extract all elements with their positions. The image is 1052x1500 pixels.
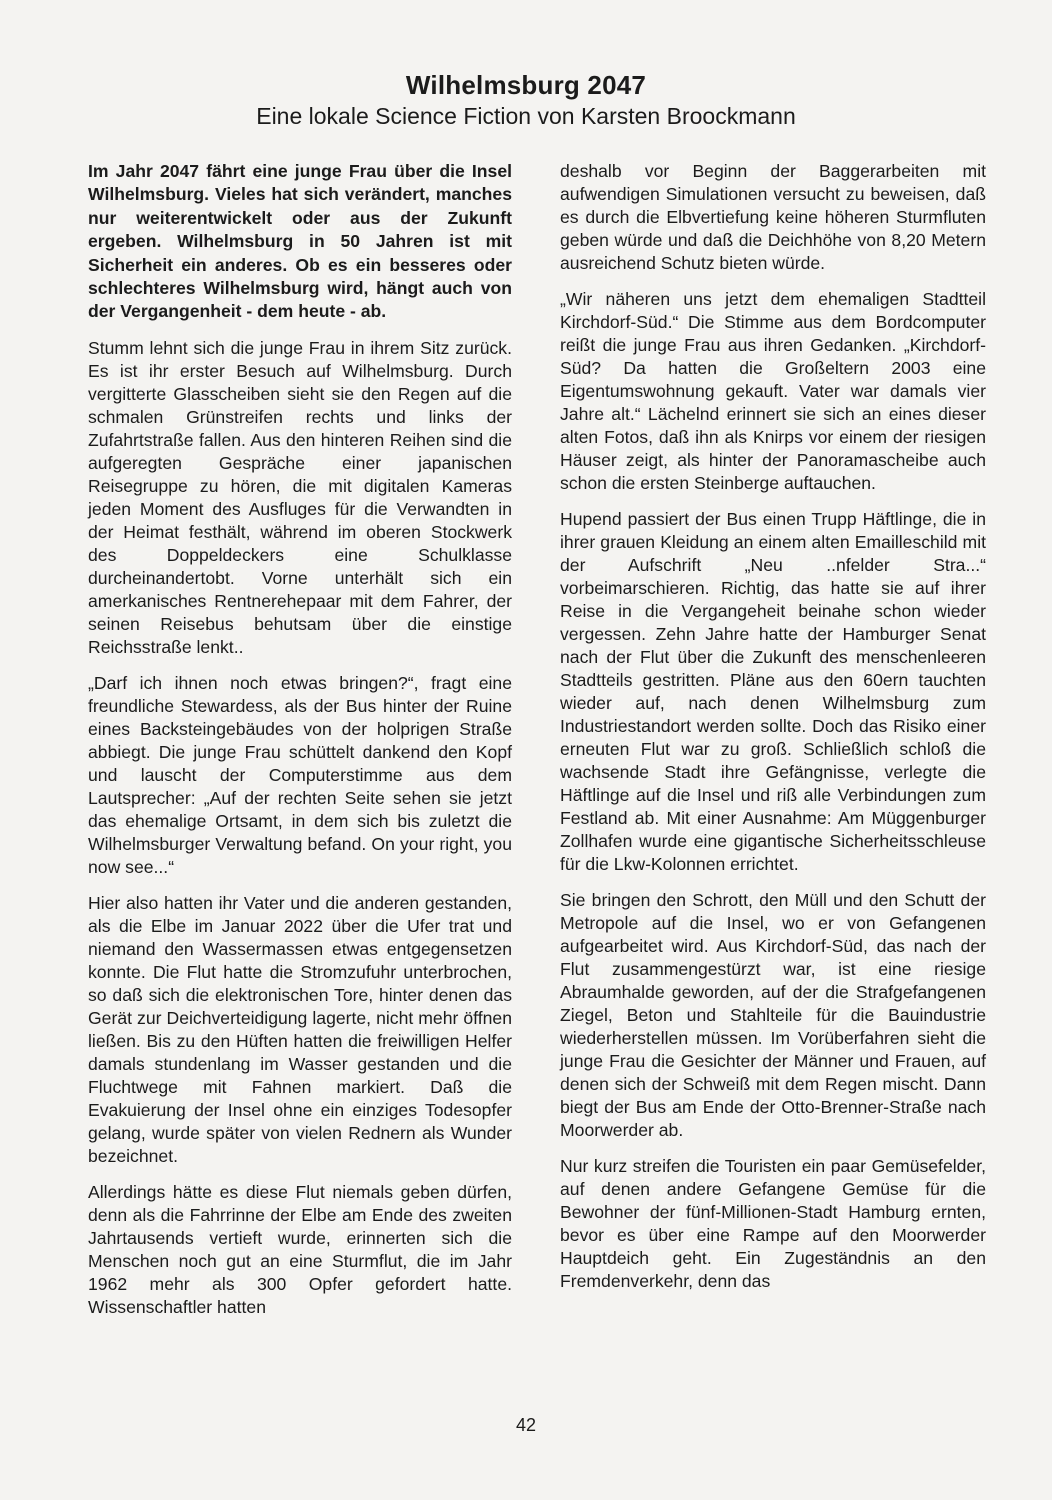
paragraph: Hupend passiert der Bus einen Trupp Häftlinge, die in ihrer grauen Kleidung an einem alten Emailleschild mit der Aufschrift „Neu ..nfelder Stra...“ vorbeimarschieren. Richtig, das hatte sie auf ihrer Reise in die Vergangeheit beinahe schon wieder vergessen. Zehn Jahre hatte der Hamburger Senat nach der Flut über die Zukunft des menschenleeren Stadtteils gestritten. Pläne aus den 60ern tauchten wieder auf, nach denen Wilhelmsburg zum Industriestandort werden sollte. Doch das Risiko einer erneuten Flut war zu groß. Schließlich schloß die wachsende Stadt ihre Gefängnisse, verlegte die Häftlinge auf die Insel und riß alle Verbindungen zum Festland ab. Mit einer Ausnahme: Am Müggenburger Zollhafen wurde eine gigantische Sicherheitsschleuse für die Lkw-Kolonnen errichtet. — [560, 509, 986, 874]
lead-paragraph: Im Jahr 2047 fährt eine junge Frau über die Insel Wilhelmsburg. Vieles hat sich verändert, manches nur weiterentwickelt oder aus der Zukunft ergeben. Wilhelmsburg in 50 Jahren ist mit Sicherheit ein anderes. Ob es ein besseres oder schlechteres Wilhelmsburg wird, hängt auch von der Vergangenheit - dem heute - ab. — [88, 161, 512, 322]
paragraph: deshalb vor Beginn der Baggerarbeiten mit aufwendigen Simulationen versucht zu beweisen, daß es durch die Elbvertiefung keine höheren Sturmfluten geben würde und daß die Deichhöhe von 8,20 Metern ausreichend Schutz bieten würde. — [560, 161, 986, 273]
article-title: Wilhelmsburg 2047 — [405, 70, 647, 100]
paragraph: Sie bringen den Schrott, den Müll und den Schutt der Metropole auf die Insel, wo er von Gefangenen aufgearbeitet wird. Aus Kirchdorf-Süd, das nach der Flut zusammengestürzt war, ist eine riesige Abraumhalde geworden, auf der die Strafgefangenen Ziegel, Beton und Stahlteile für die Bauindustrie wiederherstellen müssen. Im Vorüberfahren sieht die junge Frau die Gesichter der Männer und Frauen, auf denen sich der Schweiß mit dem Regen mischt. Dann biegt der Bus am Ende der Otto-Brenner-Straße nach Moorwerder ab. — [560, 890, 986, 1140]
paragraph: Allerdings hätte es diese Flut niemals geben dürfen, denn als die Fahrrinne der Elbe am Ende des zweiten Jahrtausends vertieft wurde, erinnerten sich die Menschen noch gut an eine Sturmflut, die im Jahr 1962 mehr als 300 Opfer gefordert hatte. Wissenschaftler hatten — [88, 1181, 512, 1317]
paragraph: Hier also hatten ihr Vater und die anderen gestanden, als die Elbe im Januar 2022 über die Ufer trat und niemand den Wassermassen etwas entgegensetzen konnte. Die Flut hatte die Stromzufuhr unterbrochen, so daß sich die elektronischen Tore, hinter denen das Gerät zur Deichverteidigung lagerte, nicht mehr öffnen ließen. Bis zu den Hüften hatten die freiwilligen Helfer damals stundenlang im Wasser gestanden und die Fluchtwege mit Fahnen markiert. Daß die Evakuierung der Insel ohne ein einziges Todesopfer gelang, wurde später von vielen Rednern als Wunder bezeichnet. — [88, 892, 512, 1166]
page-number: 42 — [515, 1415, 537, 1435]
left-column — [88, 160, 512, 1332]
paragraph: Stumm lehnt sich die junge Frau in ihrem Sitz zurück. Es ist ihr erster Besuch auf Wilhelmsburg. Durch vergitterte Glasscheiben sieht sie den Regen auf die schmalen Grünstreifen rechts und links der Zufahrtstraße fallen. Aus den hinteren Reihen sind die aufgeregten Gespräche einer japanischen Reisegruppe zu hören, die mit digitalen Kameras jeden Moment des Ausfluges für die Verwandten in der Heimat festhält, während im oberen Stockwerk des Doppeldeckers eine Schulklasse durcheinandertobt. Vorne unterhält sich ein amerkanisches Rentnerehepaar mit dem Fahrer, der seinen Reisebus behutsam über die einstige Reichsstraße lenkt.. — [88, 337, 512, 657]
right-column — [560, 160, 986, 1306]
paragraph: „Darf ich ihnen noch etwas bringen?“, fragt eine freundliche Stewardess, als der Bus hinter der Ruine eines Backsteingebäudes von der holprigen Straße abbiegt. Die junge Frau schüttelt dankend den Kopf und lauscht der Computerstimme aus dem Lautsprecher: „Auf der rechten Seite sehen sie jetzt das ehemalige Ortsamt, in dem sich bis zuletzt die Wilhelmsburger Verwaltung befand. On your right, you now see...“ — [88, 672, 512, 877]
paragraph: Nur kurz streifen die Touristen ein paar Gemüsefelder, auf denen andere Gefangene Gemüse für die Bewohner der fünf-Millionen-Stadt Hamburg ernten, bevor es über eine Rampe auf den Moorwerder Hauptdeich geht. Ein Zugeständnis an den Fremdenverkehr, denn das — [560, 1156, 986, 1291]
article-subtitle: Eine lokale Science Fiction von Karsten Broockmann — [256, 103, 796, 129]
paragraph: „Wir näheren uns jetzt dem ehemaligen Stadtteil Kirchdorf-Süd.“ Die Stimme aus dem Bordcomputer reißt die junge Frau aus ihren Gedanken. „Kirchdorf-Süd? Da hatten die Großeltern 2003 eine Eigentumswohnung gekauft. Vater war damals vier Jahre alt.“ Lächelnd erinnert sie sich an eines dieser alten Fotos, daß ihn als Knirps vor einem der riesigen Häuser zeigt, als hinter der Panoramascheibe auch schon die ersten Steinberge auftauchen. — [560, 289, 986, 493]
